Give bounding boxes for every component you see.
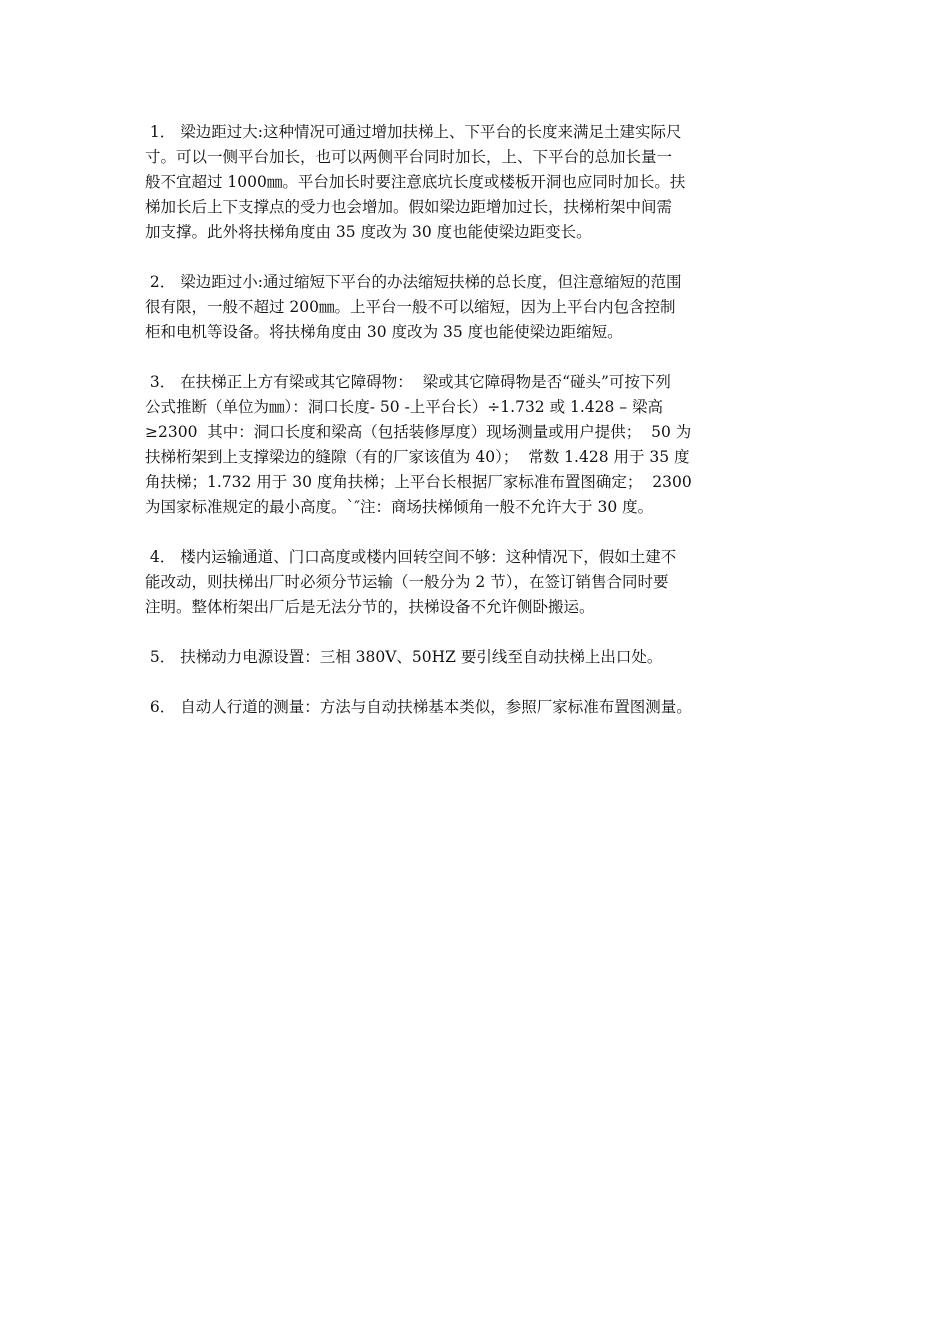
paragraph-item-4 [145,545,810,620]
text-line: 1． 梁边距过大:这种情况可通过增加扶梯上、下平台的长度来满足土建实际尺 [145,123,682,141]
text-line: 很有限，一般不超过 200㎜。上平台一般不可以缩短，因为上平台内包含控制 [145,298,676,316]
text-line: 能改动，则扶梯出厂时必须分节运输（一般分为 2 节），在签订销售合同时要 [145,573,669,591]
text-line: 3． 在扶梯正上方有梁或其它障碍物： 梁或其它障碍物是否“碰头”可按下列 [145,373,671,391]
text-line: 般不宜超过 1000㎜。平台加长时要注意底坑长度或楼板开洞也应同时加长。扶 [145,173,686,191]
text-line: 为国家标准规定的最小高度。`″注：商场扶梯倾角一般不允许大于 30 度。 [145,498,654,516]
paragraph-item-6 [145,695,810,720]
text-line: 柜和电机等设备。将扶梯角度由 30 度改为 35 度也能使梁边距缩短。 [145,323,623,341]
text-line: 6． 自动人行道的测量：方法与自动扶梯基本类似，参照厂家标准布置图测量。 [145,698,692,716]
document-body [145,120,810,745]
text-line: 寸。可以一侧平台加长，也可以两侧平台同时加长，上、下平台的总加长量一 [145,148,673,166]
paragraph-item-2 [145,270,810,345]
text-line: 2． 梁边距过小:通过缩短下平台的办法缩短扶梯的总长度，但注意缩短的范围 [145,273,682,291]
paragraph-item-3 [145,370,810,520]
text-line: 角扶梯；1.732 用于 30 度角扶梯；上平台长根据厂家标准布置图确定； 2300 [145,473,692,491]
text-line: 公式推断（单位为㎜）：洞口长度- 50 -上平台长）÷1.732 或 1.428 – 梁高 [145,398,663,416]
paragraph-item-1 [145,120,810,245]
text-line: 5． 扶梯动力电源设置：三相 380V、50HZ 要引线至自动扶梯上出口处。 [145,648,663,666]
text-line: 扶梯桁架到上支撑梁边的缝隙（有的厂家该值为 40）； 常数 1.428 用于 35 度 [145,448,690,466]
text-line: 注明。整体桁架出厂后是无法分节的，扶梯设备不允许侧卧搬运。 [145,598,595,616]
text-line: 加支撑。此外将扶梯角度由 35 度改为 30 度也能使梁边距变长。 [145,223,592,241]
text-line: ≥2300 其中：洞口长度和梁高（包括装修厚度）现场测量或用户提供； 50 为 [145,423,692,441]
text-line: 梯加长后上下支撑点的受力也会增加。假如梁边距增加过长，扶梯桁架中间需 [145,198,673,216]
paragraph-item-5 [145,645,810,670]
text-line: 4． 楼内运输通道、门口高度或楼内回转空间不够：这种情况下，假如土建不 [145,548,677,566]
